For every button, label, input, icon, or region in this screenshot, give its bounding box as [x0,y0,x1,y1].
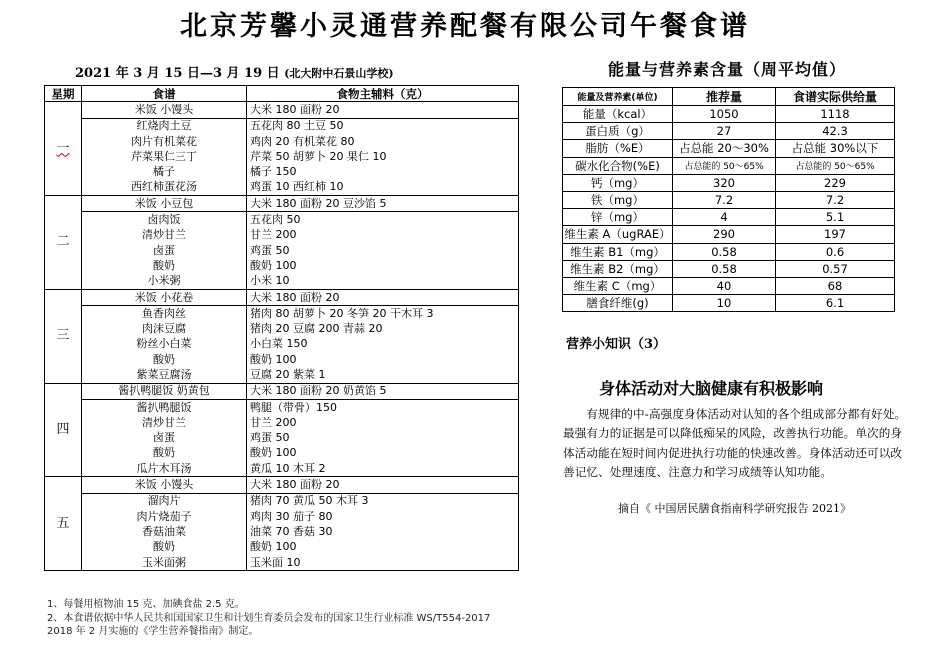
nutrition-row [563,140,895,157]
nutrition-title: 能量与营养素含量（周平均值） [608,60,847,79]
footnote-2: 2、本食谱依据中华人民共和国国家卫生和计划生育委员会发布的国家卫生行业标准 WS/T554-2017 [47,612,491,624]
menu-header-row [45,86,519,102]
nutrition-actual: 197 [776,226,895,243]
nutrition-recommended: 占总能 20～30% [673,140,776,157]
menu-dish: 酱扒鸭腿饭 [82,399,247,415]
menu-row [45,306,519,322]
menu-header-ingredients: 食物主辅料（克） [247,86,519,102]
footnote-1: 1、每餐用植物油 15 克、加碘食盐 2.5 克。 [47,599,245,610]
menu-dish: 肉片烧茄子 [82,509,247,524]
nutrition-header-name: 能量及营养素(单位) [563,88,673,106]
menu-dish: 卤肉饭 [82,212,247,228]
menu-day: 二 [45,196,82,290]
menu-ingredients: 玉米面 10 [247,555,519,571]
menu-row [45,446,519,461]
menu-ingredients: 芹菜 50 胡萝卜 20 果仁 10 [247,149,519,164]
nutrition-name: 蛋白质（g） [563,123,673,140]
menu-day: 五 [45,477,82,571]
menu-dish: 西红柿蛋花汤 [82,180,247,196]
menu-ingredients: 鸡肉 20 有机菜花 80 [247,134,519,149]
menu-row [45,477,519,493]
menu-row [45,212,519,228]
nutrition-actual: 占总能的 50～65% [776,157,895,174]
nutrition-recommended: 320 [673,174,776,191]
menu-row [45,164,519,179]
menu-dish: 酸奶 [82,446,247,461]
menu-dish: 清炒甘兰 [82,228,247,243]
nutrition-recommended: 0.58 [673,243,776,260]
menu-row [45,196,519,212]
menu-ingredients: 油菜 70 香菇 30 [247,524,519,539]
menu-ingredients: 酸奶 100 [247,352,519,367]
nutrition-recommended: 27 [673,123,776,140]
nutrition-recommended: 1050 [673,106,776,123]
menu-row [45,399,519,415]
nutrition-name: 铁（mg） [563,191,673,208]
menu-ingredients: 五花肉 80 土豆 50 [247,118,519,134]
menu-ingredients: 豆腐 20 紫菜 1 [247,367,519,383]
menu-dish: 酸奶 [82,258,247,273]
nutrition-row [563,209,895,226]
menu-ingredients: 大米 180 面粉 20 [247,102,519,118]
menu-dish: 清炒甘兰 [82,415,247,430]
menu-ingredients: 鸡肉 30 茄子 80 [247,509,519,524]
date-range [75,62,394,81]
menu-table [44,85,519,571]
menu-dish: 小米粥 [82,274,247,290]
menu-ingredients: 酸奶 100 [247,258,519,273]
menu-dish: 酸奶 [82,352,247,367]
menu-dish: 玉米面粥 [82,555,247,571]
nutrition-row [563,106,895,123]
nutrition-row [563,191,895,208]
nutrition-row [563,295,895,312]
nutrition-row [563,243,895,260]
page-title: 北京芳馨小灵通营养配餐有限公司午餐食谱 [180,11,750,42]
menu-ingredients: 小米 10 [247,274,519,290]
menu-dish: 米饭 小馒头 [82,102,247,118]
menu-dish: 米饭 小豆包 [82,196,247,212]
menu-dish: 香菇油菜 [82,524,247,539]
menu-row [45,274,519,290]
menu-row [45,118,519,134]
nutrition-name: 碳水化合物(%E) [563,157,673,174]
nutrition-recommended: 4 [673,209,776,226]
menu-ingredients: 大米 180 面粉 20 [247,477,519,493]
menu-row [45,180,519,196]
menu-ingredients: 甘兰 200 [247,415,519,430]
nutrition-recommended: 40 [673,277,776,294]
article-body: 有规律的中-高强度身体活动对认知的各个组成部分都有好处。最强有力的证据是可以降低痴呆的风险，改善执行功能。单次的身体活动能在短时间内促进执行功能的快速改善。身体活动还可以改善记忆、处理速度、注意力和学习成绩等认知功能。 [563,407,907,480]
menu-row [45,431,519,446]
nutrition-name: 钙（mg） [563,174,673,191]
nutrition-header-actual: 食谱实际供给量 [776,88,895,106]
menu-dish: 肉沫豆腐 [82,321,247,336]
menu-ingredients: 酸奶 100 [247,446,519,461]
menu-dish: 米饭 小花卷 [82,289,247,305]
menu-header-day: 星期 [45,86,82,102]
nutrition-row [563,277,895,294]
menu-row [45,258,519,273]
menu-dish: 酸奶 [82,540,247,555]
nutrition-actual: 6.1 [776,295,895,312]
nutrition-row [563,123,895,140]
menu-dish: 肉片有机菜花 [82,134,247,149]
menu-row [45,289,519,305]
date-range-text: 2021 年 3 月 15 日—3 月 19 日 [75,66,280,81]
tips-label: 营养小知识（3） [566,337,667,352]
menu-row [45,509,519,524]
menu-ingredients: 黄瓜 10 木耳 2 [247,461,519,477]
nutrition-recommended: 0.58 [673,260,776,277]
menu-ingredients: 大米 180 面粉 20 奶黄馅 5 [247,383,519,399]
menu-row [45,228,519,243]
menu-dish: 米饭 小馒头 [82,477,247,493]
article-source: 摘自《 中国居民膳食指南科学研究报告 2021》 [618,502,851,515]
menu-row [45,243,519,258]
nutrition-name: 维生素 A（ugRAE） [564,227,671,242]
menu-ingredients: 大米 180 面粉 20 [247,289,519,305]
nutrition-name: 维生素 B1（mg） [563,243,673,260]
nutrition-header-row [563,88,895,106]
menu-dish: 卤蛋 [82,243,247,258]
menu-row [45,540,519,555]
nutrition-actual: 1118 [776,106,895,123]
nutrition-name: 维生素 C（mg） [563,277,673,294]
nutrition-actual: 68 [776,277,895,294]
nutrition-actual: 5.1 [776,209,895,226]
menu-row [45,352,519,367]
menu-ingredients: 大米 180 面粉 20 豆沙馅 5 [247,196,519,212]
menu-dish: 溜肉片 [82,493,247,509]
menu-ingredients: 鸭腿（带骨）150 [247,399,519,415]
nutrition-actual: 7.2 [776,191,895,208]
menu-ingredients: 鸡蛋 50 [247,431,519,446]
menu-row [45,134,519,149]
nutrition-row [563,157,895,174]
nutrition-actual: 229 [776,174,895,191]
footnote-3: 2018 年 2 月实施的《学生营养餐指南》制定。 [47,626,259,637]
menu-row [45,149,519,164]
menu-ingredients: 橘子 150 [247,164,519,179]
nutrition-actual: 0.6 [776,243,895,260]
nutrition-name: 维生素 B2（mg） [563,260,673,277]
nutrition-recommended: 7.2 [673,191,776,208]
nutrition-name: 脂肪（%E） [563,140,673,157]
menu-dish: 紫菜豆腐汤 [82,367,247,383]
nutrition-actual: 42.3 [776,123,895,140]
nutrition-row [563,260,895,277]
nutrition-recommended: 10 [673,295,776,312]
nutrition-row [563,226,895,243]
nutrition-actual: 占总能 30%以下 [776,140,895,157]
menu-ingredients: 鸡蛋 10 西红柿 10 [247,180,519,196]
menu-day: 三 [45,289,82,383]
nutrition-recommended: 占总能的 50～65% [673,157,776,174]
menu-day: 四 [45,383,82,477]
menu-ingredients: 猪肉 80 胡萝卜 20 冬笋 20 干木耳 3 [247,306,519,322]
menu-row [45,321,519,336]
menu-day: 一 [45,102,82,196]
menu-dish: 卤蛋 [82,431,247,446]
nutrition-body [563,106,895,312]
menu-row [45,367,519,383]
menu-ingredients: 鸡蛋 50 [247,243,519,258]
nutrition-recommended: 290 [673,226,776,243]
menu-ingredients: 猪肉 20 豆腐 200 青蒜 20 [247,321,519,336]
menu-ingredients: 猪肉 70 黄瓜 50 木耳 3 [247,493,519,509]
nutrition-name: 锌（mg） [563,209,673,226]
menu-body [45,102,519,571]
menu-dish: 瓜片木耳汤 [82,461,247,477]
menu-row [45,383,519,399]
menu-row [45,102,519,118]
menu-ingredients: 甘兰 200 [247,228,519,243]
menu-dish: 鱼香肉丝 [82,306,247,322]
menu-dish: 粉丝小白菜 [82,337,247,352]
menu-dish: 芹菜果仁三丁 [82,149,247,164]
nutrition-row [563,174,895,191]
menu-row [45,337,519,352]
article-title: 身体活动对大脑健康有积极影响 [599,379,824,398]
nutrition-header-recommended: 推荐量 [673,88,776,106]
menu-ingredients: 酸奶 100 [247,540,519,555]
school-name: (北大附中石景山学校) [284,67,394,80]
menu-ingredients: 小白菜 150 [247,337,519,352]
nutrition-actual: 0.57 [776,260,895,277]
nutrition-name: 膳食纤维(g) [563,295,673,312]
menu-row [45,524,519,539]
menu-row [45,461,519,477]
nutrition-name: 能量（kcal） [563,106,673,123]
menu-dish: 酱扒鸭腿饭 奶黄包 [82,383,247,399]
menu-ingredients: 五花肉 50 [247,212,519,228]
menu-row [45,493,519,509]
menu-dish: 橘子 [82,164,247,179]
menu-header-dish: 食谱 [82,86,247,102]
nutrition-table [562,87,895,312]
menu-row [45,415,519,430]
menu-dish: 红烧肉土豆 [82,118,247,134]
footnotes [47,598,490,639]
menu-row [45,555,519,571]
